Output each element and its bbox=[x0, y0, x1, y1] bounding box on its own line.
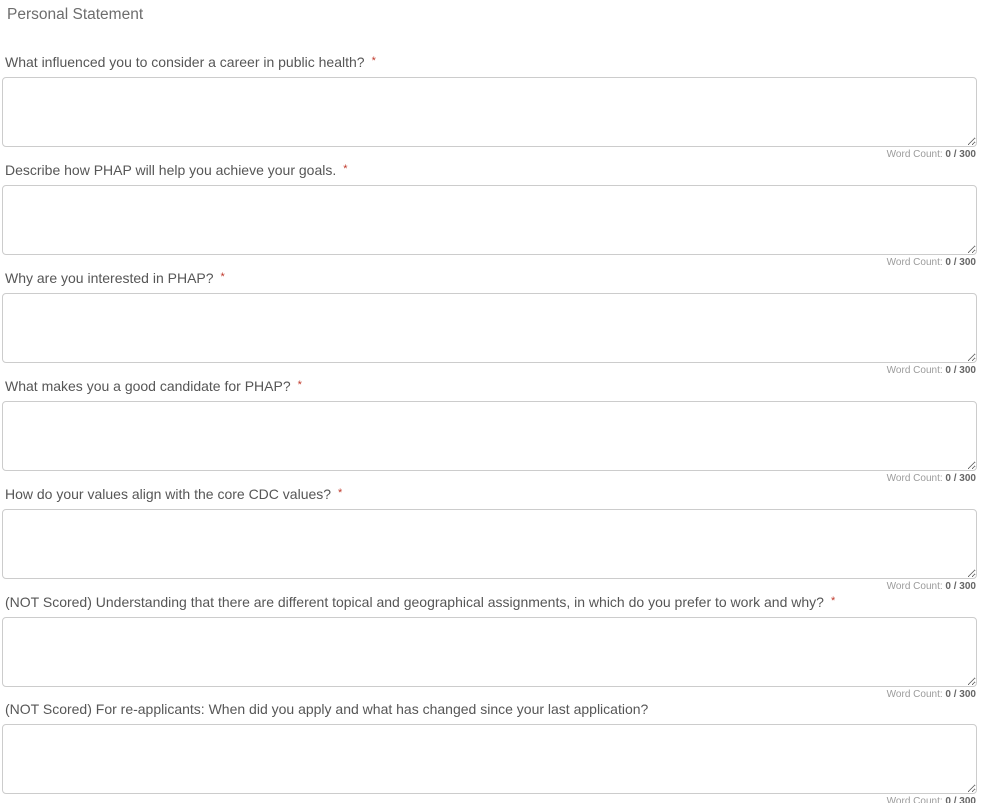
question-block bbox=[2, 484, 977, 592]
question-label bbox=[5, 160, 977, 180]
word-count bbox=[2, 149, 977, 160]
required-asterisk: * bbox=[371, 55, 376, 67]
question-label-text: Why are you interested in PHAP? bbox=[5, 270, 214, 286]
required-asterisk: * bbox=[830, 595, 836, 607]
question-label-text: How do your values align with the core CDC values? bbox=[5, 486, 332, 502]
required-asterisk: * bbox=[343, 163, 348, 175]
required-asterisk: * bbox=[338, 487, 343, 499]
question-label bbox=[5, 700, 977, 719]
word-count-label: Word Count: bbox=[886, 257, 943, 268]
answer-textarea[interactable] bbox=[2, 617, 977, 687]
word-count-value: 0 / 300 bbox=[945, 257, 976, 268]
word-count bbox=[2, 365, 977, 376]
word-count bbox=[2, 581, 977, 592]
word-count-label: Word Count: bbox=[886, 149, 943, 160]
answer-textarea[interactable] bbox=[2, 509, 977, 579]
word-count bbox=[2, 796, 977, 803]
page-title: Personal Statement bbox=[7, 6, 144, 23]
question-block bbox=[2, 160, 977, 268]
answer-textarea[interactable] bbox=[2, 293, 977, 363]
question-label bbox=[5, 52, 977, 72]
question-list bbox=[2, 52, 977, 803]
word-count-label: Word Count: bbox=[886, 365, 943, 376]
word-count-value: 0 / 300 bbox=[945, 689, 976, 700]
question-block bbox=[2, 52, 977, 160]
question-block bbox=[2, 592, 977, 700]
word-count-value: 0 / 300 bbox=[945, 473, 976, 484]
answer-textarea[interactable] bbox=[2, 185, 977, 255]
required-asterisk: * bbox=[297, 379, 302, 391]
question-label-text: (NOT Scored) For re-applicants: When did you apply and what has changed since your last application? bbox=[5, 701, 649, 717]
question-label-text: Describe how PHAP will help you achieve your goals. bbox=[5, 162, 337, 178]
question-block bbox=[2, 376, 977, 484]
question-label-text: What makes you a good candidate for PHAP? bbox=[5, 378, 291, 394]
question-label-text: What influenced you to consider a career in public health? bbox=[5, 54, 365, 70]
word-count-label: Word Count: bbox=[886, 689, 943, 700]
word-count-label: Word Count: bbox=[886, 796, 943, 803]
word-count-label: Word Count: bbox=[886, 473, 943, 484]
word-count-value: 0 / 300 bbox=[945, 365, 976, 376]
question-label bbox=[5, 484, 977, 504]
question-label-text: (NOT Scored) Understanding that there are different topical and geographical assignments, in which do you prefer to work and why? bbox=[5, 594, 824, 610]
form-content bbox=[2, 0, 977, 803]
word-count bbox=[2, 473, 977, 484]
word-count bbox=[2, 689, 977, 700]
answer-textarea[interactable] bbox=[2, 724, 977, 794]
question-label bbox=[5, 376, 977, 396]
word-count bbox=[2, 257, 977, 268]
question-label bbox=[5, 592, 977, 612]
question-label bbox=[5, 268, 977, 288]
answer-textarea[interactable] bbox=[2, 401, 977, 471]
question-block bbox=[2, 700, 977, 803]
word-count-value: 0 / 300 bbox=[945, 149, 976, 160]
word-count-label: Word Count: bbox=[886, 581, 943, 592]
word-count-value: 0 / 300 bbox=[945, 581, 976, 592]
required-asterisk: * bbox=[220, 271, 225, 283]
word-count-value: 0 / 300 bbox=[945, 796, 976, 803]
answer-textarea[interactable] bbox=[2, 77, 977, 147]
question-block bbox=[2, 268, 977, 376]
